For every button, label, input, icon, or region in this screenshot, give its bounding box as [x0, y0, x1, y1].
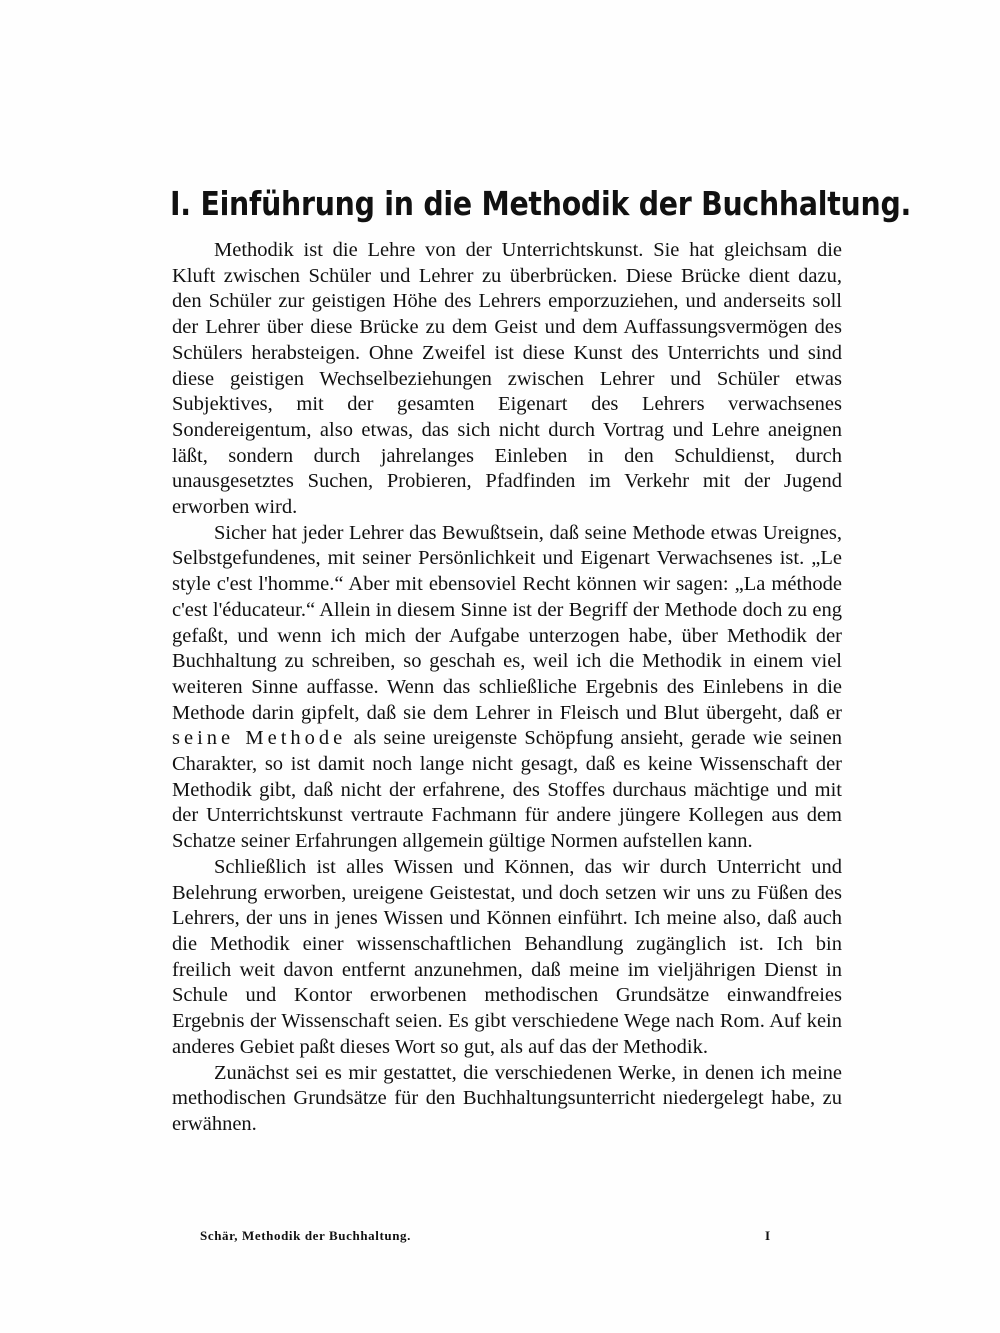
emphasized-phrase: seine Methode	[172, 727, 347, 750]
body-text	[172, 238, 842, 1138]
paragraph-2	[172, 521, 842, 855]
chapter-title: I. Einführung in die Methodik der Buchhaltung.	[170, 184, 912, 223]
paragraph-4	[172, 1061, 842, 1138]
paragraph-4-text: Zunächst sei es mir gestattet, die verschiedenen Werke, in denen ich meine methodischen Grundsätze für den Buchhaltungsunterricht niedergelegt habe, zu erwähnen.	[172, 1061, 842, 1135]
paragraph-2-text-start: Sicher hat jeder Lehrer das Bewußtsein, daß seine Methode etwas Ureignes, Selbstgefundenes, mit seiner Persönlichkeit und Eigenart Verwachsenes ist. „Le style c'est l'homme.“ Aber mit ebensoviel Recht können wir sagen: „La méthode c'est l'éducateur.“ Allein in diesem Sinne ist der Begriff der Methode doch zu eng gefaßt, und wenn ich mich der Aufgabe unterzogen habe, über Methodik der Buchhaltung zu schreiben, so geschah es, weil ich die Methodik in einem viel weiteren Sinne auffasse. Wenn das schließliche Ergebnis des Einlebens in die Methode darin gipfelt, daß sie dem Lehrer in Fleisch und Blut übergeht, daß er	[172, 521, 842, 724]
paragraph-3-text: Schließlich ist alles Wissen und Können, das wir durch Unterricht und Belehrung erworben, ureigene Geistestat, und doch setzen wir uns zu Füßen des Lehrers, der uns in jenes Wissen und Können einführt. Ich meine also, daß auch die Methodik einer wissenschaftlichen Behandlung zugänglich ist. Ich bin freilich weit davon entfernt anzunehmen, daß meine im vieljährigen Dienst in Schule und Kontor erworbenen methodischen Grundsätze einwandfreies Ergebnis der Wissenschaft seien. Es gibt verschiedene Wege nach Rom. Auf kein anderes Gebiet paßt dieses Wort so gut, als auf das der Methodik.	[172, 855, 842, 1058]
page-footer	[200, 1226, 770, 1246]
paragraph-3	[172, 855, 842, 1061]
running-title: Schär, Methodik der Buchhaltung.	[200, 1228, 411, 1243]
paragraph-1-text: Methodik ist die Lehre von der Unterrichtskunst. Sie hat gleichsam die Kluft zwischen Schüler und Lehrer zu überbrücken. Diese Brücke dient dazu, den Schüler zur geistigen Höhe des Lehrers emporzuziehen, und anderseits soll der Lehrer über diese Brücke zu dem Geist und dem Auffassungsvermögen des Schülers herabsteigen. Ohne Zweifel ist diese Kunst des Unterrichts und sind diese geistigen Wechselbeziehungen zwischen Lehrer und Schüler etwas Subjektives, mit der gesamten Eigenart des Lehrers verwachsenes Sondereigentum, also etwas, das sich nicht durch Vortrag und Lehre aneignen läßt, sondern durch jahrelanges Einleben in den Schuldienst, durch unausgesetztes Suchen, Probieren, Pfadfinden im Verkehr mit der Jugend erworben wird.	[172, 239, 842, 519]
paragraph-1	[172, 238, 842, 521]
paragraph-2-text-end: als seine ureigenste Schöpfung ansieht, gerade wie seinen Charakter, so ist damit noch lange nicht gesagt, daß es keine Wissenschaft der Methodik gibt, daß nicht der erfahrene, des Stoffes durchaus mächtige und mit der Unterrichtskunst vertraute Fachmann für andere jüngere Kollegen aus dem Schatze seiner Erfahrungen allgemein gültige Normen aufstellen kann.	[172, 727, 842, 853]
signature-mark: I	[764, 1228, 770, 1243]
